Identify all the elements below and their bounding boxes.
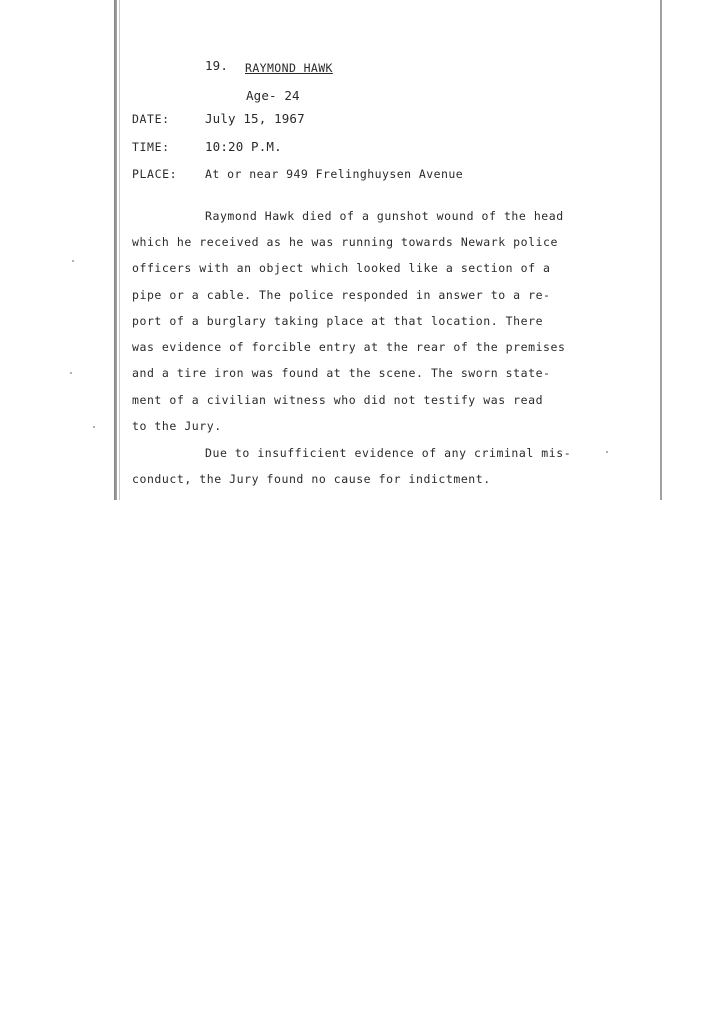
body-line: ment of a civilian witness who did not testify was read [132, 393, 544, 407]
body-line: port of a burglary taking place at that location. There [132, 314, 544, 328]
record-number: 19. [205, 58, 229, 73]
body-line: conduct, the Jury found no cause for indictment. [132, 472, 491, 486]
date-value: July 15, 1967 [205, 111, 305, 126]
body-line: was evidence of forcible entry at the rear of the premises [132, 340, 566, 354]
right-margin-line [660, 0, 662, 500]
victim-name: RAYMOND HAWK [245, 61, 333, 75]
body-line: to the Jury. [132, 419, 222, 433]
date-label: DATE: [132, 112, 170, 126]
body-line: and a tire iron was found at the scene. The sworn state- [132, 366, 551, 380]
scan-speck [70, 372, 72, 374]
left-margin-line [114, 0, 117, 500]
body-line: Due to insufficient evidence of any criminal mis- [205, 446, 572, 460]
place-label: PLACE: [132, 167, 178, 181]
place-value: At or near 949 Frelinghuysen Avenue [205, 167, 464, 181]
time-value: 10:20 P.M. [205, 139, 282, 154]
victim-age: Age- 24 [246, 88, 300, 103]
scan-speck [606, 451, 608, 453]
scan-speck [93, 426, 95, 428]
scan-speck [72, 260, 74, 262]
time-label: TIME: [132, 140, 170, 154]
left-margin-line-inner [119, 0, 120, 500]
body-line: officers with an object which looked like a section of a [132, 261, 551, 275]
body-line: which he received as he was running towards Newark police [132, 235, 558, 249]
body-line: Raymond Hawk died of a gunshot wound of the head [205, 209, 564, 223]
body-line: pipe or a cable. The police responded in answer to a re- [132, 288, 551, 302]
